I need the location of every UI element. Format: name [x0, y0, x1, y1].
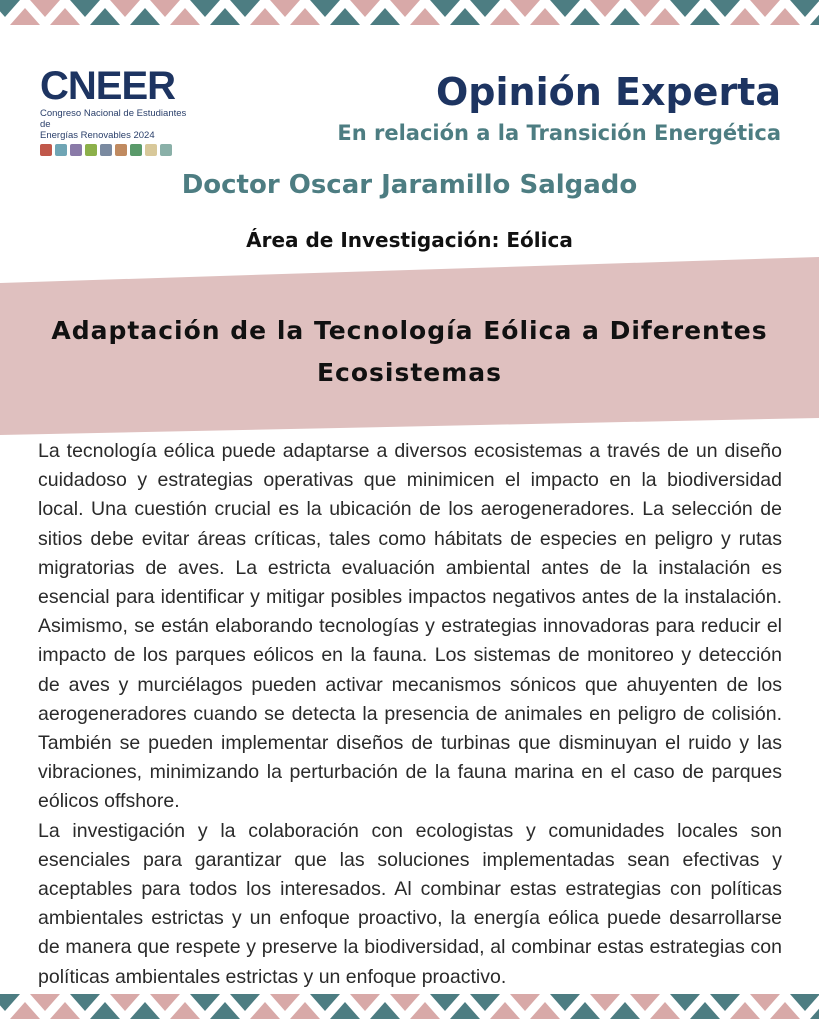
triangle-down: [390, 0, 420, 17]
triangle-up: [690, 1002, 720, 1019]
triangle-up: [770, 8, 800, 25]
triangle-up: [410, 8, 440, 25]
triangle-down: [310, 994, 340, 1011]
logo-subtitle-line1: Congreso Nacional de Estudiantes de: [40, 108, 187, 130]
triangle-down: [710, 0, 740, 17]
triangle-up: [690, 8, 720, 25]
triangle-down: [670, 0, 700, 17]
triangle-up: [210, 8, 240, 25]
triangle-up: [330, 8, 360, 25]
triangle-down: [310, 0, 340, 17]
triangle-up: [450, 1002, 480, 1019]
triangle-up: [530, 1002, 560, 1019]
triangle-down: [630, 0, 660, 17]
triangle-up: [810, 8, 819, 25]
triangle-down: [630, 994, 660, 1011]
triangle-up: [210, 1002, 240, 1019]
triangle-down: [510, 0, 540, 17]
triangle-down: [430, 994, 460, 1011]
logo-subtitle: [40, 108, 190, 141]
triangle-down: [430, 0, 460, 17]
triangle-down: [790, 0, 819, 17]
triangle-up: [610, 1002, 640, 1019]
triangle-down: [470, 0, 500, 17]
triangle-down: [270, 0, 300, 17]
triangle-up: [50, 1002, 80, 1019]
triangle-down: [790, 994, 819, 1011]
triangle-down: [750, 0, 780, 17]
logo-subtitle-line2: Energías Renovables 2024: [40, 130, 155, 141]
triangle-down: [150, 994, 180, 1011]
triangle-down: [470, 994, 500, 1011]
triangle-up: [650, 8, 680, 25]
article-title: Adaptación de la Tecnología Eólica a Diferentes Ecosistemas: [51, 316, 768, 387]
triangle-up: [810, 1002, 819, 1019]
triangle-down: [110, 994, 140, 1011]
triangle-border-bottom: [0, 994, 819, 1024]
paragraph: La investigación y la colaboración con ecologistas y comunidades locales son esenciales para garantizar que las soluciones implementadas sean efectivas y aceptables para todos los interesados. Al combinar estas estrategias con políticas ambientales estrictas y un enfoque proactivo, la energía eólica puede desarrollarse de manera que respete y preserve la biodiversidad, al combinar estas estrategias con políticas ambientales estrictas y un enfoque proactivo.: [38, 819, 782, 988]
triangle-down: [510, 994, 540, 1011]
triangle-down: [590, 0, 620, 17]
page-subtitle: En relación a la Transición Energética: [337, 121, 781, 145]
triangle-down: [350, 994, 380, 1011]
research-area: Área de Investigación: Eólica: [246, 228, 573, 252]
triangle-up: [330, 1002, 360, 1019]
triangle-down: [270, 994, 300, 1011]
triangle-up: [530, 8, 560, 25]
author-name: Doctor Oscar Jaramillo Salgado: [181, 170, 638, 200]
triangle-down: [550, 0, 580, 17]
triangle-down: [550, 994, 580, 1011]
triangle-up: [610, 8, 640, 25]
triangle-up: [290, 1002, 320, 1019]
triangle-border-top: [0, 0, 819, 30]
triangle-down: [110, 0, 140, 17]
triangle-up: [490, 8, 520, 25]
triangle-up: [370, 8, 400, 25]
triangle-up: [650, 1002, 680, 1019]
triangle-up: [490, 1002, 520, 1019]
triangle-up: [250, 8, 280, 25]
logo-glyph-icons: [40, 144, 190, 156]
triangle-up: [130, 8, 160, 25]
triangle-down: [0, 0, 20, 17]
triangle-down: [750, 994, 780, 1011]
triangle-down: [670, 994, 700, 1011]
triangle-up: [10, 1002, 40, 1019]
triangle-down: [590, 994, 620, 1011]
triangle-up: [290, 8, 320, 25]
triangle-up: [730, 1002, 760, 1019]
logo-title: CNEER: [40, 64, 176, 108]
triangle-up: [410, 1002, 440, 1019]
triangle-up: [10, 8, 40, 25]
triangle-down: [70, 994, 100, 1011]
triangle-up: [90, 8, 120, 25]
page-title: Opinión Experta: [436, 70, 781, 114]
triangle-up: [370, 1002, 400, 1019]
triangle-down: [0, 994, 20, 1011]
triangle-up: [130, 1002, 160, 1019]
triangle-down: [230, 994, 260, 1011]
triangle-down: [710, 994, 740, 1011]
paragraph: La tecnología eólica puede adaptarse a diversos ecosistemas a través de un diseño cuidadoso y estrategias operativas que minimicen el impacto en la biodiversidad local. Una cuestión crucial es la ubicación de los aerogeneradores. La selección de sitios debe evitar áreas críticas, tales como hábitats de especies en peligro y rutas migratorias de aves. La estricta evaluación ambiental antes de la instalación es esencial para identificar y mitigar posibles impactos negativos antes de la instalación. Asimismo, se están elaborando tecnologías y estrategias innovadoras para reducir el impacto de los parques eólicos en la fauna. Los sistemas de monitoreo y detección de aves y murciélagos pueden activar mecanismos sónicos que ahuyenten de los aerogeneradores cuando se detecta la presencia de animales en peligro de colisión. También se pueden implementar diseños de turbinas que disminuyan el ruido y las vibraciones, minimizando la perturbación de la fauna marina en el caso de parques eólicos offshore.: [38, 440, 782, 813]
triangle-up: [90, 1002, 120, 1019]
triangle-down: [30, 994, 60, 1011]
triangle-up: [730, 8, 760, 25]
triangle-down: [30, 0, 60, 17]
triangle-down: [390, 994, 420, 1011]
triangle-down: [190, 994, 220, 1011]
triangle-up: [170, 8, 200, 25]
triangle-up: [50, 8, 80, 25]
triangle-down: [350, 0, 380, 17]
triangle-down: [190, 0, 220, 17]
triangle-up: [450, 8, 480, 25]
article-body: [38, 437, 782, 992]
triangle-up: [570, 1002, 600, 1019]
triangle-down: [150, 0, 180, 17]
triangle-up: [170, 1002, 200, 1019]
triangle-up: [570, 8, 600, 25]
cneer-logo: [40, 66, 190, 156]
triangle-down: [230, 0, 260, 17]
triangle-up: [770, 1002, 800, 1019]
triangle-down: [70, 0, 100, 17]
triangle-up: [250, 1002, 280, 1019]
